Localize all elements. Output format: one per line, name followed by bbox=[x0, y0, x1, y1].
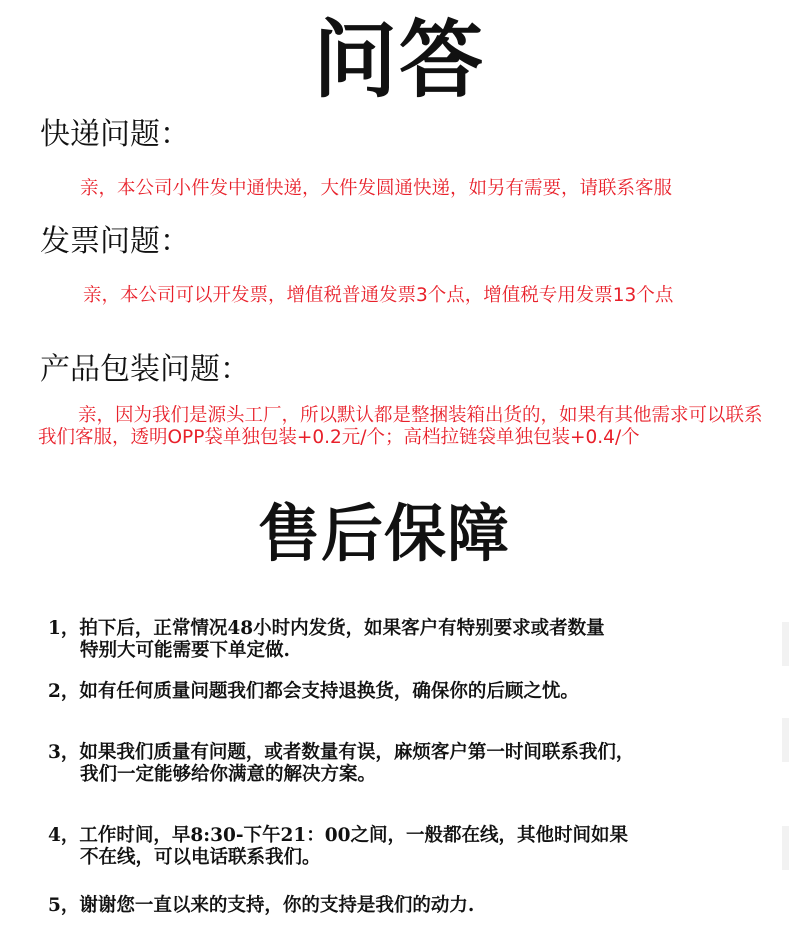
invoice-question-answer: 亲，本公司可以开发票，增值税普通发票3个点，增值税专用发票13个点 bbox=[83, 285, 674, 306]
guarantee-item-5 bbox=[48, 895, 748, 917]
invoice-question-title: 发票问题： bbox=[40, 224, 190, 259]
shipping-question-title: 快递问题： bbox=[40, 117, 190, 152]
guarantee-item-4 bbox=[48, 825, 748, 869]
edge-divider bbox=[782, 622, 789, 666]
item-text-continued: 不在线，可以电话联系我们。 bbox=[80, 847, 321, 868]
item-number: 4， bbox=[48, 825, 80, 846]
edge-divider bbox=[782, 826, 789, 870]
shipping-question-answer: 亲，本公司小件发中通快递，大件发圆通快递，如另有需要，请联系客服 bbox=[80, 178, 673, 199]
item-text-continued: 特别大可能需要下单定做. bbox=[80, 640, 290, 661]
guarantee-item-2 bbox=[48, 681, 748, 703]
item-number: 3， bbox=[48, 742, 80, 763]
item-number: 2， bbox=[48, 681, 80, 702]
qa-section bbox=[0, 0, 789, 456]
after-sales-heading: 售后保障 bbox=[258, 497, 511, 570]
item-text: 谢谢您一直以来的支持，你的支持是我们的动力. bbox=[79, 895, 475, 916]
qa-heading: 问答 bbox=[313, 11, 486, 109]
guarantee-item-1 bbox=[48, 618, 748, 662]
item-number: 5， bbox=[48, 895, 80, 916]
item-text-continued: 我们一定能够给你满意的解决方案。 bbox=[80, 764, 377, 785]
item-number: 1， bbox=[48, 618, 80, 639]
item-text: 如有任何质量问题我们都会支持退换货，确保你的后顾之忧。 bbox=[79, 681, 579, 702]
packaging-question-title: 产品包装问题： bbox=[40, 352, 250, 387]
item-text: 如果我们质量有问题，或者数量有误，麻烦客户第一时间联系我们， bbox=[79, 742, 635, 763]
edge-divider bbox=[782, 718, 789, 762]
guarantee-item-3 bbox=[48, 742, 748, 786]
item-text: 拍下后，正常情况48小时内发货，如果客户有特别要求或者数量 bbox=[79, 618, 605, 639]
packaging-question-answer: 亲，因为我们是源头工厂，所以默认都是整捆装箱出货的，如果有其他需求可以联系我们客服，透明OPP袋单独包装+0.2元/个；高档拉链袋单独包装+0.4/个 bbox=[38, 405, 763, 448]
item-text: 工作时间，早8:30-下午21：00之间，一般都在线，其他时间如果 bbox=[79, 825, 628, 846]
after-sales-section bbox=[0, 456, 789, 945]
